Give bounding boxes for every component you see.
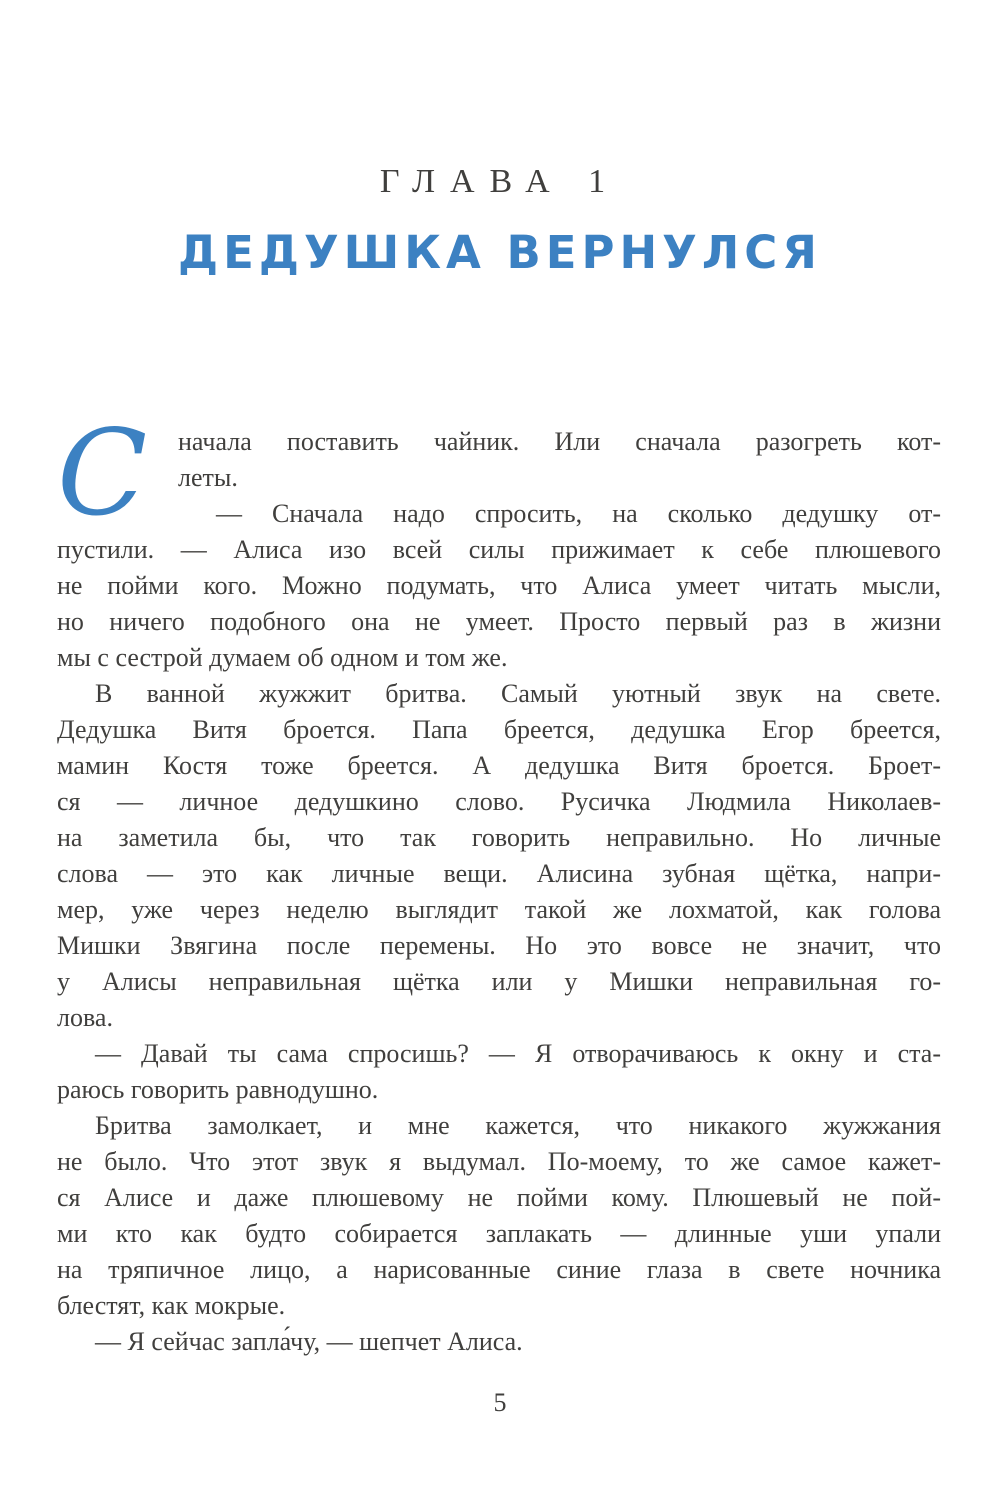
text-line: ся — личное дедушкино слово. Русичка Людмила Николаев-	[57, 787, 941, 816]
paragraph	[57, 1108, 941, 1324]
text-line: леты.	[178, 463, 238, 492]
page-number: 5	[493, 1388, 507, 1417]
text-line: блестят, как мокрые.	[57, 1291, 286, 1320]
paragraph	[57, 1324, 941, 1360]
paragraph	[57, 424, 941, 496]
text-line: на заметила бы, что так говорить неправильно. Но личные	[57, 823, 941, 852]
chapter-label: ГЛАВА 1	[379, 163, 621, 200]
dropcap-letter: С	[57, 404, 148, 542]
text-line: мы с сестрой думаем об одном и том же.	[57, 643, 508, 672]
text-line: у Алисы неправильная щётка или у Мишки неправильная го-	[57, 967, 941, 996]
text-line: лова.	[57, 1003, 113, 1032]
body-text	[57, 404, 941, 1360]
paragraph	[57, 496, 941, 676]
text-line: ми кто как будто собирается заплакать — длинные уши упали	[57, 1219, 941, 1248]
text-line: пустили. — Алиса изо всей силы прижимает к себе плюшевого	[57, 535, 941, 564]
text-line: слова — это как личные вещи. Алисина зубная щётка, напри-	[57, 859, 941, 888]
text-line: В ванной жужжит бритва. Самый уютный звук на свете.	[95, 679, 941, 708]
text-line: мамин Костя тоже бреется. А дедушка Витя броется. Броет-	[57, 751, 941, 780]
text-line: — Сначала надо спросить, на сколько дедушку от-	[216, 499, 941, 528]
text-line: Дедушка Витя броется. Папа бреется, дедушка Егор бреется,	[57, 715, 941, 744]
text-line: Бритва замолкает, и мне кажется, что никакого жужжания	[95, 1111, 941, 1140]
text-line: начала поставить чайник. Или сначала разогреть кот-	[178, 427, 941, 456]
text-line: — Я сейчас запла́чу, — шепчет Алиса.	[95, 1327, 523, 1356]
text-line: раюсь говорить равнодушно.	[57, 1075, 379, 1104]
text-line: Мишки Звягина после перемены. Но это вовсе не значит, что	[57, 931, 941, 960]
text-line: не было. Что этот звук я выдумал. По-моему, то же самое кажет-	[57, 1147, 941, 1176]
text-line: мер, уже через неделю выглядит такой же лохматой, как голова	[57, 895, 941, 924]
text-line: — Давай ты сама спросишь? — Я отворачиваюсь к окну и ста-	[95, 1039, 941, 1068]
text-line: но ничего подобного она не умеет. Просто первый раз в жизни	[57, 607, 941, 636]
text-line: на тряпичное лицо, а нарисованные синие глаза в свете ночника	[57, 1255, 941, 1284]
paragraph	[57, 676, 941, 1036]
text-line: не пойми кого. Можно подумать, что Алиса умеет читать мысли,	[57, 571, 941, 600]
paragraph	[57, 1036, 941, 1108]
text-line: ся Алисе и даже плюшевому не пойми кому. Плюшевый не пой-	[57, 1183, 941, 1212]
chapter-title: ДЕДУШКА ВЕРНУЛСЯ	[178, 226, 822, 279]
